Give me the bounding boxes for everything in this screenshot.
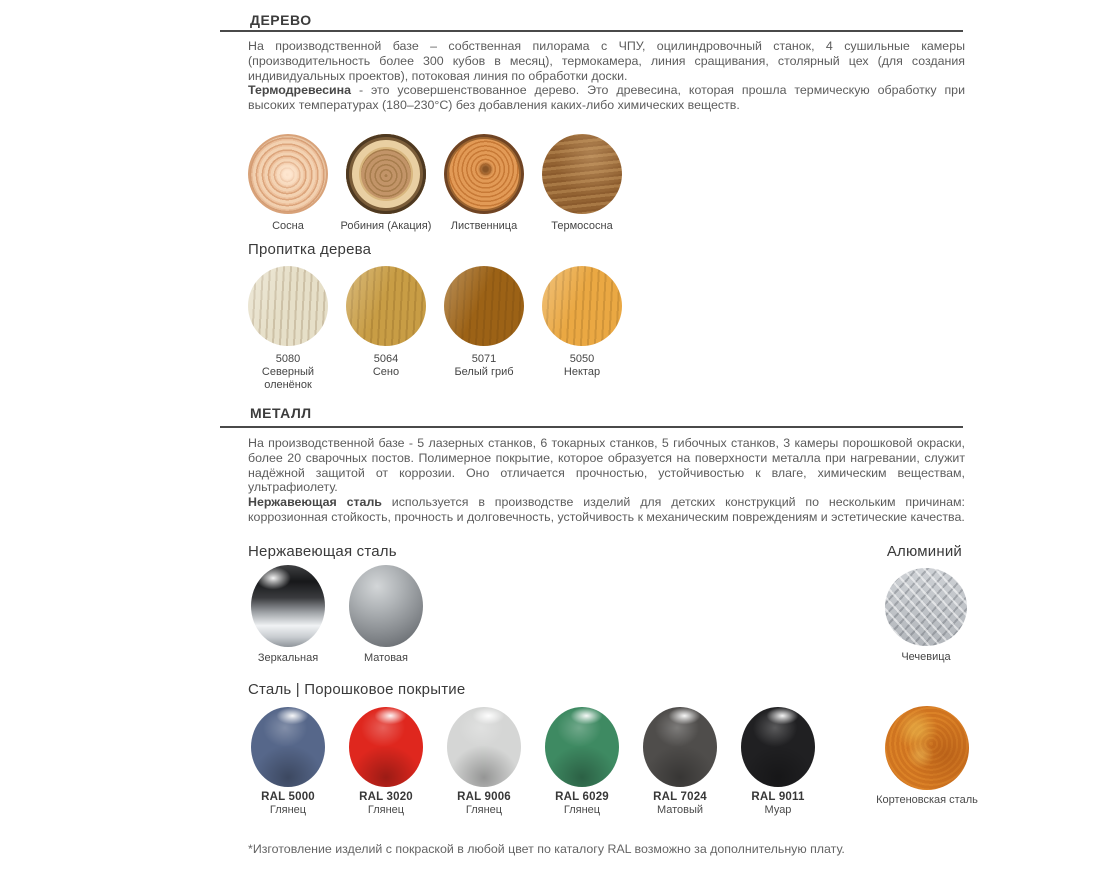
ral-swatch-9006: [435, 707, 533, 817]
ral-swatch-6029: [533, 707, 631, 817]
stain-code: 5080: [275, 353, 301, 365]
stainless-swatch-matte: [337, 565, 435, 665]
stain-name: Северный оленёнок: [261, 366, 315, 391]
wood-section-title: ДЕРЕВО: [250, 12, 312, 28]
impregnation-swatch-5080: [239, 266, 337, 392]
wood-species-row: [239, 134, 631, 233]
stainless-row: [239, 565, 435, 665]
ral-label: [653, 791, 707, 817]
stain-name: Белый гриб: [454, 366, 514, 378]
stain-color-swatch: [542, 266, 622, 346]
wood-swatch-larch: [435, 134, 533, 233]
ral-finish: Глянец: [269, 804, 307, 816]
ral-finish: Глянец: [367, 804, 405, 816]
ral-finish: Муар: [764, 804, 792, 816]
wood-section-divider: [220, 30, 963, 32]
ral-swatch-9011: [729, 707, 827, 817]
swatch-label: Сосна: [272, 220, 304, 232]
stainless-intro-text: Нержавеющая сталь используется в производстве изделий для детских конструкций по нескольким причинам: коррозионная стойкость, прочность и долговечность, устойчивость к механическим повреждениям и эстетические качества.: [248, 495, 965, 524]
ral-code: RAL 9006: [457, 791, 511, 803]
stain-color-swatch: [444, 266, 524, 346]
ral-label: [457, 791, 511, 817]
stainless-title: Нержавеющая сталь: [248, 543, 397, 560]
swatch-label: Матовая: [364, 652, 408, 664]
stain-color-swatch: [346, 266, 426, 346]
stainless-lead: Нержавеющая сталь: [248, 495, 382, 510]
ral-code: RAL 6029: [555, 791, 609, 803]
ral-label: [359, 791, 413, 817]
paint-sphere-swatch: [545, 707, 619, 787]
paint-sphere-swatch: [349, 707, 423, 787]
corten-label: Кортеновская сталь: [876, 794, 978, 806]
ral-code: RAL 7024: [653, 791, 707, 803]
impregnation-swatch-5064: [337, 266, 435, 392]
stain-code: 5064: [373, 353, 399, 365]
stain-name: Сено: [372, 366, 400, 378]
ral-code: RAL 5000: [261, 791, 315, 803]
impregnation-swatch-5071: [435, 266, 533, 392]
stain-label: [340, 353, 432, 379]
stain-code: 5050: [569, 353, 595, 365]
ral-swatch-7024: [631, 707, 729, 817]
stain-code: 5071: [471, 353, 497, 365]
ral-code: RAL 3020: [359, 791, 413, 803]
wood-intro-paragraph: [248, 39, 965, 113]
wood-swatch-acacia: [337, 134, 435, 233]
diamond-plate-swatch: [885, 568, 967, 646]
ral-finish: Матовый: [656, 804, 704, 816]
paint-sphere-swatch: [251, 707, 325, 787]
swatch-label: Термососна: [551, 220, 613, 232]
stainless-swatch-mirror: [239, 565, 337, 665]
metal-intro-text: На производственной базе - 5 лазерных станков, 6 токарных станков, 5 гибочных станков, 3 камеры порошковой окраски, более 20 сварочных постов. Полимерное покрытие, которое образуется на поверхности металла при нагревании, служит надёжной защитой от коррозии. Оно отличается прочностью, устойчивостью к влаге, химическим веществам, ультрафиолету.: [248, 436, 965, 495]
ral-finish: Глянец: [563, 804, 601, 816]
thermowood-lead: Термодревесина: [248, 83, 352, 98]
pine-cut-swatch: [248, 134, 328, 214]
metal-section-divider: [220, 426, 963, 428]
ral-finish: Глянец: [465, 804, 503, 816]
corten-swatch-cell: [869, 706, 985, 807]
impregnation-row: [239, 266, 631, 392]
matte-sphere-swatch: [349, 565, 423, 647]
swatch-label: Чечевица: [901, 651, 951, 663]
ral-code: RAL 9011: [751, 791, 805, 803]
chrome-sphere-swatch: [251, 565, 325, 647]
larch-cut-swatch: [444, 134, 524, 214]
thermowood-text: Термодревесина - это усовершенствованное дерево. Это древесина, которая прошла термическую обработку при высоких температурах (180–230°С) без добавления каких-либо химических веществ.: [248, 83, 965, 113]
wood-swatch-pine: [239, 134, 337, 233]
stain-name: Нектар: [563, 366, 601, 378]
swatch-label: Лиственница: [450, 220, 518, 232]
wood-swatch-thermopine: [533, 134, 631, 233]
swatch-label: Робиния (Акация): [340, 220, 432, 232]
stain-color-swatch: [248, 266, 328, 346]
paint-sphere-swatch: [643, 707, 717, 787]
ral-label: [261, 791, 315, 817]
ral-swatch-5000: [239, 707, 337, 817]
impregnation-title: Пропитка дерева: [248, 241, 372, 258]
impregnation-swatch-5050: [533, 266, 631, 392]
powder-row: [239, 707, 827, 817]
metal-section-title: МЕТАЛЛ: [250, 405, 312, 421]
swatch-label: Зеркальная: [257, 652, 319, 664]
stain-label: [438, 353, 530, 379]
powder-coating-title: Сталь | Порошковое покрытие: [248, 681, 466, 698]
aluminum-swatch-cell: [871, 568, 981, 664]
ral-swatch-3020: [337, 707, 435, 817]
acacia-cut-swatch: [346, 134, 426, 214]
stain-label: [536, 353, 628, 379]
thermopine-cut-swatch: [542, 134, 622, 214]
wood-intro-text: На производственной базе – собственная пилорама с ЧПУ, оцилиндровочный станок, 4 сушильные камеры (производительность более 300 кубов в месяц), термокамера, линия сращивания, столярный цех (для создания индивидуальных проектов), потоковая линия по обработки доски.: [248, 39, 965, 83]
paint-sphere-swatch: [741, 707, 815, 787]
ral-label: [555, 791, 609, 817]
ral-footnote: *Изготовление изделий с покраской в любой цвет по каталогу RAL возможно за дополнительную плату.: [248, 842, 845, 856]
paint-sphere-swatch: [447, 707, 521, 787]
corten-steel-swatch: [885, 706, 969, 790]
stain-label: [242, 353, 334, 392]
aluminum-title: Алюминий: [886, 543, 962, 560]
metal-intro-paragraph: [248, 436, 965, 525]
ral-label: [751, 791, 804, 817]
